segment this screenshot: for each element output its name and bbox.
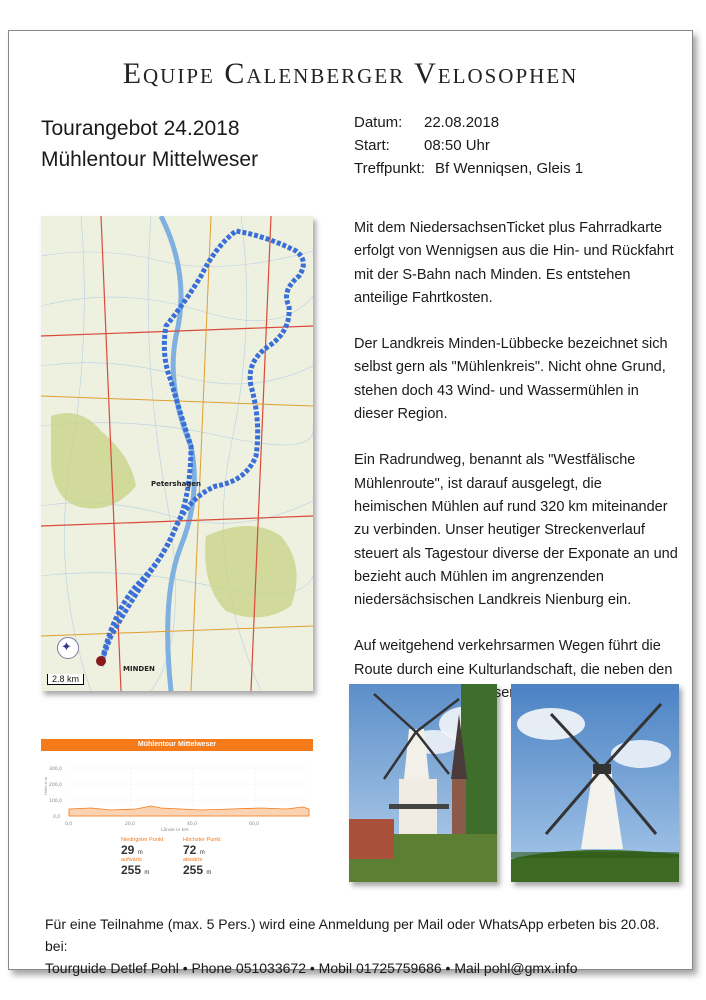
profile-xlabel: Länge in km bbox=[161, 828, 189, 831]
profile-title: Mühlentour Mittelweser bbox=[41, 739, 313, 751]
club-title: Equipe Calenberger Velosophen bbox=[122, 57, 579, 90]
ytick: 300,0 bbox=[49, 767, 62, 772]
contact-line: Tourguide Detlef Pohl • Phone 051033672 • Mobil 01725759686 • Mail pohl@gmx.info bbox=[45, 960, 578, 976]
xtick: 60,0 bbox=[249, 822, 260, 827]
xtick: 0,0 bbox=[65, 822, 73, 827]
description-paragraph: Mit dem NiedersachsenTicket plus Fahrradkarte erfolgt von Wennigsen aus die Hin- und Rückfahrt mit der S-Bahn nach Minden. Es entstehen anteilige Fahrtkosten. bbox=[354, 220, 674, 306]
profile-chart bbox=[41, 751, 313, 831]
ytick: 200,0 bbox=[49, 783, 62, 788]
registration-footer bbox=[45, 913, 685, 979]
windmill-photo-1 bbox=[349, 684, 497, 882]
route-map bbox=[41, 216, 313, 691]
xtick: 40,0 bbox=[187, 822, 198, 827]
map-town-petershagen: Petershagen bbox=[151, 480, 202, 488]
flyer-page bbox=[8, 30, 693, 976]
meeting-value: Bf Wenniqsen, Gleis 1 bbox=[435, 160, 584, 177]
xtick: 20,0 bbox=[125, 822, 136, 827]
elevation-profile bbox=[41, 739, 313, 904]
map-scale: 2.8 km bbox=[47, 674, 84, 685]
tour-number: Tourangebot 24.2018 bbox=[41, 117, 240, 140]
meeting-label: Treffpunkt: bbox=[354, 160, 425, 177]
map-town-minden: MINDEN bbox=[123, 665, 155, 673]
description-paragraph: Ein Radrundweg, benannt als "Westfälische Mühlenroute", ist darauf ausgelegt, die heimischen Mühlen auf rund 320 km miteinander zu verbinden. Unser heutiger Streckenverlauf steuert als Tagestour diverse der Exponate an und bezieht auch Mühlen im angrenzenden niedersächsischen Landkreis Nienburg ein. bbox=[354, 452, 678, 609]
description-paragraph: Der Landkreis Minden-Lübbecke bezeichnet sich selbst gern als "Mühlenkreis". Nicht ohne Grund, stehen doch 43 Wind- und Wassermühlen in dieser Region. bbox=[354, 336, 668, 423]
start-value: 08:50 Uhr bbox=[424, 137, 490, 154]
windmill-photo-2 bbox=[511, 684, 679, 882]
start-label: Start: bbox=[354, 137, 390, 154]
elevation-line bbox=[69, 806, 309, 816]
compass-icon[interactable] bbox=[57, 637, 79, 659]
lowest-point: Niedrigster Punkt 29 m aufwärts 255 m bbox=[121, 837, 164, 877]
ytick: 0,0 bbox=[53, 815, 61, 820]
date-value: 22.08.2018 bbox=[424, 114, 500, 131]
date-label: Datum: bbox=[354, 114, 403, 131]
tour-title: Mühlentour Mittelweser bbox=[41, 148, 259, 171]
map-graphic bbox=[41, 216, 313, 691]
registration-note: Für eine Teilnahme (max. 5 Pers.) wird eine Anmeldung per Mail oder WhatsApp erbeten bis 20.08. bei: bbox=[45, 916, 660, 954]
description-paragraph: Auf weitgehend verkehrsarmen Wegen führt die Route durch eine Kulturlandschaft, die neben den bbox=[354, 638, 673, 678]
highest-point: Höchster Punkt 72 m abwärts 255 m bbox=[183, 837, 221, 877]
ytick: 100,0 bbox=[49, 799, 62, 804]
tour-info bbox=[354, 111, 583, 180]
tour-heading bbox=[41, 113, 258, 175]
profile-ylabel: Höhe in m bbox=[43, 776, 48, 795]
tour-description bbox=[354, 217, 679, 728]
